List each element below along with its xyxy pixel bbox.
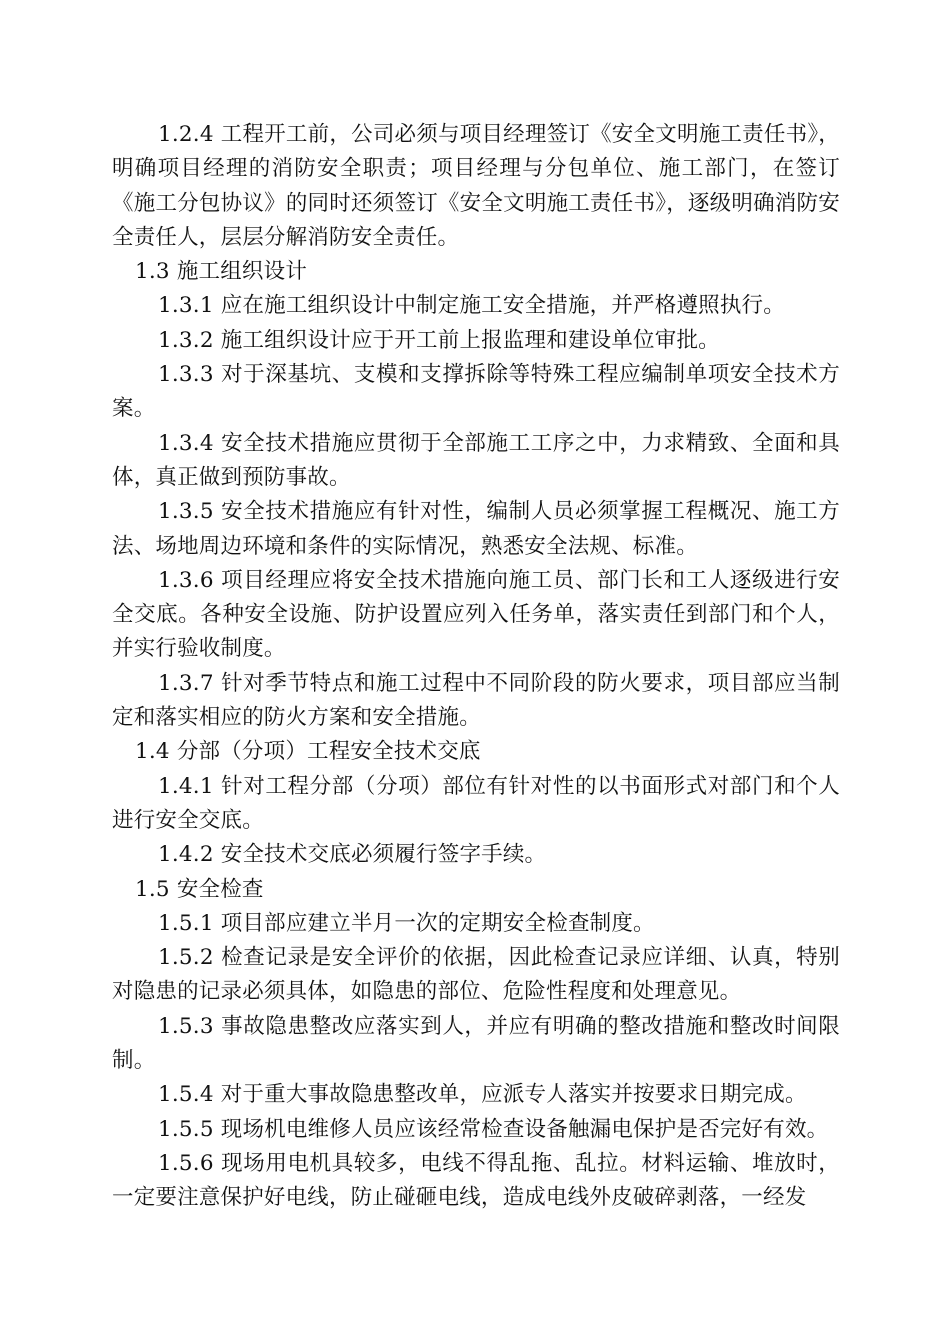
paragraph-1-5-5: 1.5.5 现场机电维修人员应该经常检查设备触漏电保护是否完好有效。: [158, 1116, 829, 1142]
document-page: [112, 118, 840, 1216]
heading-1-5: 1.5 安全检查: [135, 876, 264, 902]
paragraph-1-3-4: 1.3.4 安全技术措施应贯彻于全部施工工序之中，力求精致、全面和具体，真正做到预防事故。: [112, 430, 840, 490]
paragraph-1-4-2: 1.4.2 安全技术交底必须履行签字手续。: [158, 842, 547, 868]
paragraph-1-3-1: 1.3.1 应在施工组织设计中制定施工安全措施，并严格遵照执行。: [158, 293, 785, 319]
paragraph-1-3-6: 1.3.6 项目经理应将安全技术措施向施工员、部门长和工人逐级进行安全交底。各种安全设施、防护设置应列入任务单，落实责任到部门和个人，并实行验收制度。: [112, 567, 840, 662]
paragraph-1-5-1: 1.5.1 项目部应建立半月一次的定期安全检查制度。: [158, 910, 655, 936]
paragraph-1-5-3: 1.5.3 事故隐患整改应落实到人，并应有明确的整改措施和整改时间限制。: [112, 1013, 840, 1074]
paragraph-1-4-1: 1.4.1 针对工程分部（分项）部位有针对性的以书面形式对部门和个人进行安全交底。: [112, 773, 840, 833]
paragraph-1-2-4: 1.2.4 工程开工前，公司必须与项目经理签订《安全文明施工责任书》，明确项目经理的消防安全职责；项目经理与分包单位、施工部门，在签订《施工分包协议》的同时还须签订《安全文明施工责任书》，逐级明确消防安全责任人，层层分解消防安全责任。: [112, 122, 840, 250]
paragraph-1-5-2: 1.5.2 检查记录是安全评价的依据，因此检查记录应详细、认真，特别对隐患的记录必须具体，如隐患的部位、危险性程度和处理意见。: [112, 945, 840, 1005]
paragraph-1-5-6: 1.5.6 现场用电机具较多，电线不得乱拖、乱拉。材料运输、堆放时，一定要注意保护好电线，防止碰砸电线，造成电线外皮破碎剥落，一经发: [112, 1150, 840, 1211]
paragraph-1-3-2: 1.3.2 施工组织设计应于开工前上报监理和建设单位审批。: [158, 327, 720, 353]
paragraph-1-5-4: 1.5.4 对于重大事故隐患整改单，应派专人落实并按要求日期完成。: [158, 1082, 807, 1108]
paragraph-1-3-5: 1.3.5 安全技术措施应有针对性，编制人员必须掌握工程概况、施工方法、场地周边环境和条件的实际情况，熟悉安全法规、标准。: [112, 499, 840, 559]
paragraph-1-3-3: 1.3.3 对于深基坑、支模和支撑拆除等特殊工程应编制单项安全技术方案。: [112, 362, 840, 422]
paragraph-1-3-7: 1.3.7 针对季节特点和施工过程中不同阶段的防火要求，项目部应当制定和落实相应的防火方案和安全措施。: [112, 670, 840, 731]
heading-1-4: 1.4 分部（分项）工程安全技术交底: [135, 739, 481, 765]
heading-1-3: 1.3 施工组织设计: [135, 259, 308, 285]
